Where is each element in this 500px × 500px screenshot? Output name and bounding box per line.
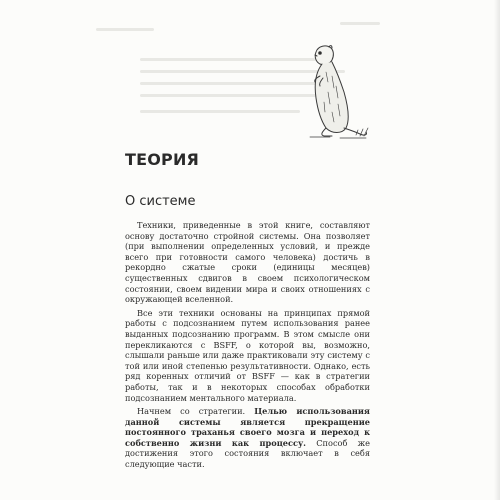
text-run: Способ же достижения этого состояния включает в себя следующие части. [125,437,370,470]
text-run: Начнем со стратегии. [137,406,255,417]
text-run: Техники, приведенные в этой книге, составляют основу достаточно стройной системы. Она позволяет (при выполнении определенных условий, и прежде всего при готовности самого человека) достичь в рекордно сжатые сроки (единицы месяцев) существенных сдвигов в своем психологическом состоянии, своем видении мира и своих отношениях с окружающей вселенной. [125,220,370,305]
paragraph [125,406,370,470]
show-through-text [0,0,500,130]
bold-text-run: Целью использования данной системы является прекращение постоянного траханья своего мозга и переход к собственно жизни как процессу. [125,406,370,448]
body-text [125,220,370,470]
subsection-heading: О системе [125,194,196,209]
section-heading: ТЕОРИЯ [125,150,200,169]
scan-edge-shadow [494,0,500,500]
text-run: Все эти техники основаны на принципах прямой работы с подсознанием путем использования ранее выданных подсознанию программ. В этом смысле они перекликаются с BSFF, о которой вы, возможно, слышали раньше или даже практиковали эту систему с той или иной степенью результативности. Однако, есть ряд коренных отличий от BSFF — как в стратегии работы, так и в некоторых способах обработки подсознанием ментального материала. [125,307,370,403]
paragraph [125,220,370,305]
marmot-illustration [296,42,376,140]
paragraph [125,308,370,403]
